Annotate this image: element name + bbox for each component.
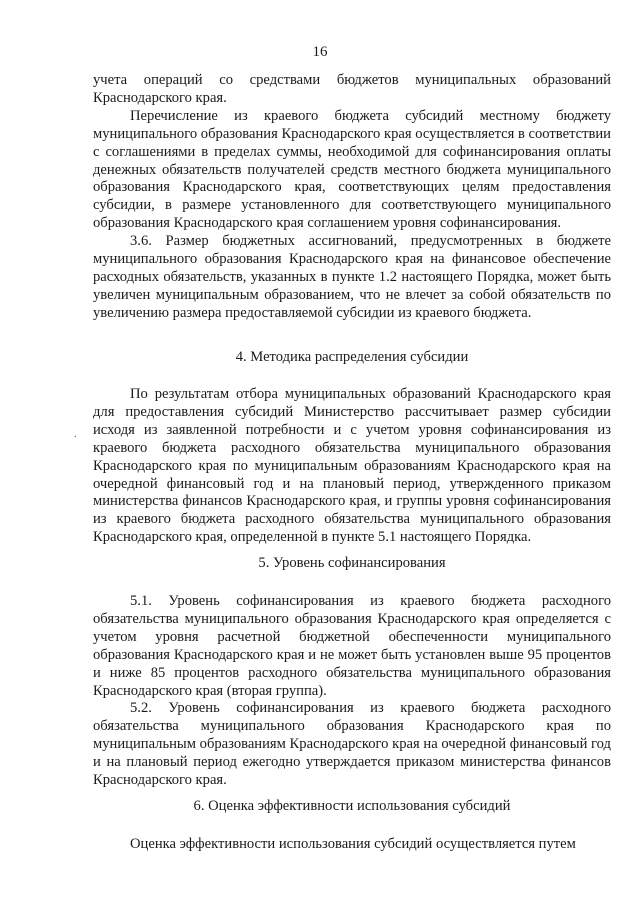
page-number: 16 [312, 44, 328, 60]
section-4-body [93, 386, 611, 547]
paragraph-3-6: 3.6. Размер бюджетных ассигнований, предусмотренных в бюджете муниципального образования Краснодарского края на финансовое обеспечение расходных обязательств, указанных в пункте 1.2 настоящего Порядка, может быть увеличен муниципальным образованием, что не влечет за собой обязательств по увеличению размера предоставляемой субсидии из краевого бюджета. [93, 233, 611, 321]
paragraph-5-2: 5.2. Уровень софинансирования из краевого бюджета расходного обязательства муниципального образования Краснодарского края по муниципальным образованиям Краснодарского края на очередной финансовый год и на плановый период ежегодно утверждается приказом министерства финансов Краснодарского края. [93, 700, 611, 789]
paragraph-5-1: 5.1. Уровень софинансирования из краевого бюджета расходного обязательства муниципального образования Краснодарского края определяется с учетом уровня расчетной бюджетной обеспеченности муниципального образования Краснодарского края и не может быть установлен выше 95 процентов и ниже 85 процентов расходного обязательства муниципального образования Краснодарского края (вторая группа). [93, 593, 611, 699]
paragraph-continuation: учета операций со средствами бюджетов муниципальных образований Краснодарского края. [93, 72, 611, 106]
section-6-title: 6. Оценка эффективности использования субсидий [193, 798, 511, 814]
paragraph-6-start: Оценка эффективности использования субсидий осуществляется путем [130, 836, 576, 852]
intro-block [93, 72, 611, 323]
section-5-title: 5. Уровень софинансирования [258, 555, 446, 571]
paragraph-transfer: Перечисление из краевого бюджета субсидий местному бюджету муниципального образования Краснодарского края осуществляется в соответствии с соглашениями в пределах суммы, необходимой для софинансирования оплаты денежных обязательств получателей средств местного бюджета муниципального образования Краснодарского края, соответствующих целям предоставления субсидии, в размере установленного для соответствующего муниципального образования Краснодарского края соглашением уровня софинансирования. [93, 107, 611, 232]
margin-mark: . [74, 429, 77, 440]
section-6-body [93, 836, 611, 854]
paragraph-method: По результатам отбора муниципальных образований Краснодарского края для предоставления субсидий Министерство рассчитывает размер субсидии исходя из заявленной потребности и с учетом уровня софинансирования из краевого бюджета расходного обязательства муниципального образования Краснодарского края по муниципальным образованиям Краснодарского края на очередной финансовый год и на плановый период, утвержденного приказом министерства финансов Краснодарского края, и группы уровня софинансирования из краевого бюджета расходного обязательства муниципального образования Краснодарского края, определенной в пункте 5.1 настоящего Порядка. [93, 386, 611, 546]
section-5-body [93, 593, 611, 790]
section-4-title: 4. Методика распределения субсидии [235, 349, 469, 365]
